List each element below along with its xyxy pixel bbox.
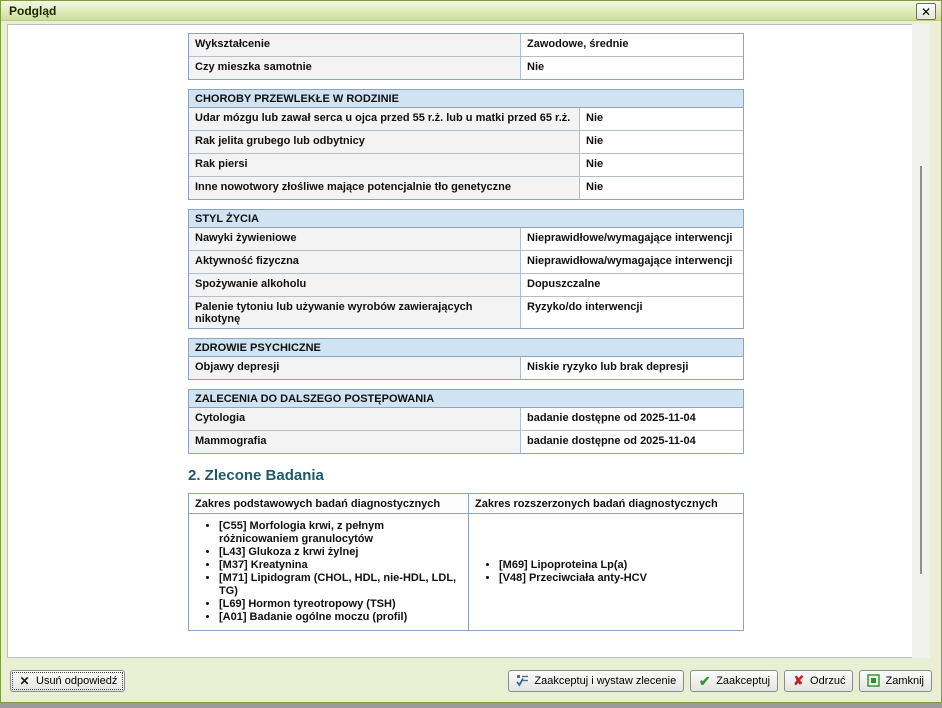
footer-toolbar xyxy=(2,660,940,701)
close-dialog-label: Zamknij xyxy=(885,674,924,687)
row-label: Inne nowotwory złośliwe mające potencjalnie tło genetyczne xyxy=(189,177,580,199)
delete-answer-label: Usuń odpowiedź xyxy=(36,674,118,687)
order-item: • [M71] Lipidogram (CHOL, HDL, nie-HDL, LDL, TG) xyxy=(219,572,464,598)
section-styl-zycia xyxy=(188,209,744,329)
row-label: Rak jelita grubego lub odbytnicy xyxy=(189,131,580,153)
row-label: Mammografia xyxy=(189,431,521,453)
order-item: • [V48] Przeciwciała anty-HCV xyxy=(499,572,647,585)
table-row xyxy=(189,251,743,274)
close-icon: ✕ xyxy=(920,4,932,19)
orders-list-basic xyxy=(193,520,464,624)
accept-label: Zaakceptuj xyxy=(716,674,771,687)
accept-button[interactable] xyxy=(690,670,778,692)
delete-x-icon: ✕ xyxy=(19,673,30,688)
reject-label: Odrzuć xyxy=(810,674,846,687)
order-item: • [A01] Badanie ogólne moczu (profil) xyxy=(219,611,464,624)
close-square-icon xyxy=(867,674,880,687)
section-zdrowie-psychiczne xyxy=(188,338,744,380)
row-value: Zawodowe, średnie xyxy=(521,34,743,56)
row-value: badanie dostępne od 2025-11-04 xyxy=(521,431,743,453)
close-dialog-button[interactable] xyxy=(859,670,932,692)
row-value: Niskie ryzyko lub brak depresji xyxy=(521,357,743,379)
row-label: Wykształcenie xyxy=(189,34,521,56)
section-dane-spoleczne xyxy=(188,33,744,80)
reject-x-icon: ✘ xyxy=(793,673,804,688)
orders-cell-basic xyxy=(189,514,469,630)
row-value: Dopuszczalne xyxy=(521,274,743,296)
row-label: Nawyki żywieniowe xyxy=(189,228,521,250)
orders-column-header-basic: Zakres podstawowych badań diagnostycznych xyxy=(189,494,469,514)
orders-cell-extended xyxy=(469,514,743,630)
row-label: Czy mieszka samotnie xyxy=(189,57,521,79)
orders-table xyxy=(188,493,744,631)
table-row xyxy=(189,357,743,379)
section-header: STYL ŻYCIA xyxy=(189,210,743,228)
row-label: Udar mózgu lub zawał serca u ojca przed 55 r.ż. lub u matki przed 65 r.ż. xyxy=(189,108,580,130)
sections-container xyxy=(188,33,744,454)
row-value: Nie xyxy=(580,177,743,199)
orders-column-header-extended: Zakres rozszerzonych badań diagnostycznych xyxy=(469,494,743,514)
order-item: • [C55] Morfologia krwi, z pełnym różnicowaniem granulocytów xyxy=(219,520,464,546)
section-header: CHOROBY PRZEWLEKŁE W RODZINIE xyxy=(189,90,743,108)
row-value: badanie dostępne od 2025-11-04 xyxy=(521,408,743,430)
accept-and-issue-order-button[interactable] xyxy=(508,670,684,692)
orders-list-extended xyxy=(473,559,647,585)
row-label: Spożywanie alkoholu xyxy=(189,274,521,296)
dialog-titlebar[interactable] xyxy=(1,1,941,21)
section-zalecenia xyxy=(188,389,744,454)
dialog-title: Podgląd xyxy=(9,3,57,18)
dialog-close-button[interactable] xyxy=(916,3,936,20)
row-value: Nieprawidłowe/wymagające interwencji xyxy=(521,228,743,250)
scrollbar-thumb[interactable] xyxy=(920,166,922,574)
order-item: • [L43] Glukoza z krwi żylnej xyxy=(219,546,464,559)
row-label: Aktywność fizyczna xyxy=(189,251,521,273)
row-value: Ryzyko/do interwencji xyxy=(521,297,743,328)
delete-answer-button[interactable] xyxy=(10,670,125,692)
order-item: • [M37] Kreatynina xyxy=(219,559,464,572)
row-label: Cytologia xyxy=(189,408,521,430)
reject-button[interactable] xyxy=(784,670,853,692)
table-row xyxy=(189,177,743,199)
table-row xyxy=(189,431,743,453)
table-row xyxy=(189,108,743,131)
table-row xyxy=(189,57,743,79)
orders-heading: 2. Zlecone Badania xyxy=(188,467,324,484)
table-row xyxy=(189,154,743,177)
section-header: ZDROWIE PSYCHICZNE xyxy=(189,339,743,357)
table-row xyxy=(189,274,743,297)
table-row xyxy=(189,297,743,328)
row-label: Rak piersi xyxy=(189,154,580,176)
section-header: ZALECENIA DO DALSZEGO POSTĘPOWANIA xyxy=(189,390,743,408)
document xyxy=(188,33,744,631)
table-row xyxy=(189,34,743,57)
section-choroby-przewlekle-w-rodzinie xyxy=(188,89,744,200)
order-item: • [L69] Hormon tyreotropowy (TSH) xyxy=(219,598,464,611)
row-value: Nie xyxy=(521,57,743,79)
action-button-group xyxy=(508,670,932,692)
row-value: Nie xyxy=(580,108,743,130)
row-value: Nie xyxy=(580,131,743,153)
vertical-scrollbar[interactable] xyxy=(912,24,930,658)
row-label: Objawy depresji xyxy=(189,357,521,379)
checklist-icon xyxy=(516,674,529,687)
table-row xyxy=(189,228,743,251)
preview-content xyxy=(7,24,912,658)
accept-and-issue-order-label: Zaakceptuj i wystaw zlecenie xyxy=(534,674,677,687)
row-value: Nie xyxy=(580,154,743,176)
row-value: Nieprawidłowa/wymagające interwencji xyxy=(521,251,743,273)
row-label: Palenie tytoniu lub używanie wyrobów zawierających nikotynę xyxy=(189,297,521,328)
table-row xyxy=(189,131,743,154)
table-row xyxy=(189,408,743,431)
check-icon: ✔ xyxy=(698,672,711,689)
order-item: • [M69] Lipoproteina Lp(a) xyxy=(499,559,647,572)
